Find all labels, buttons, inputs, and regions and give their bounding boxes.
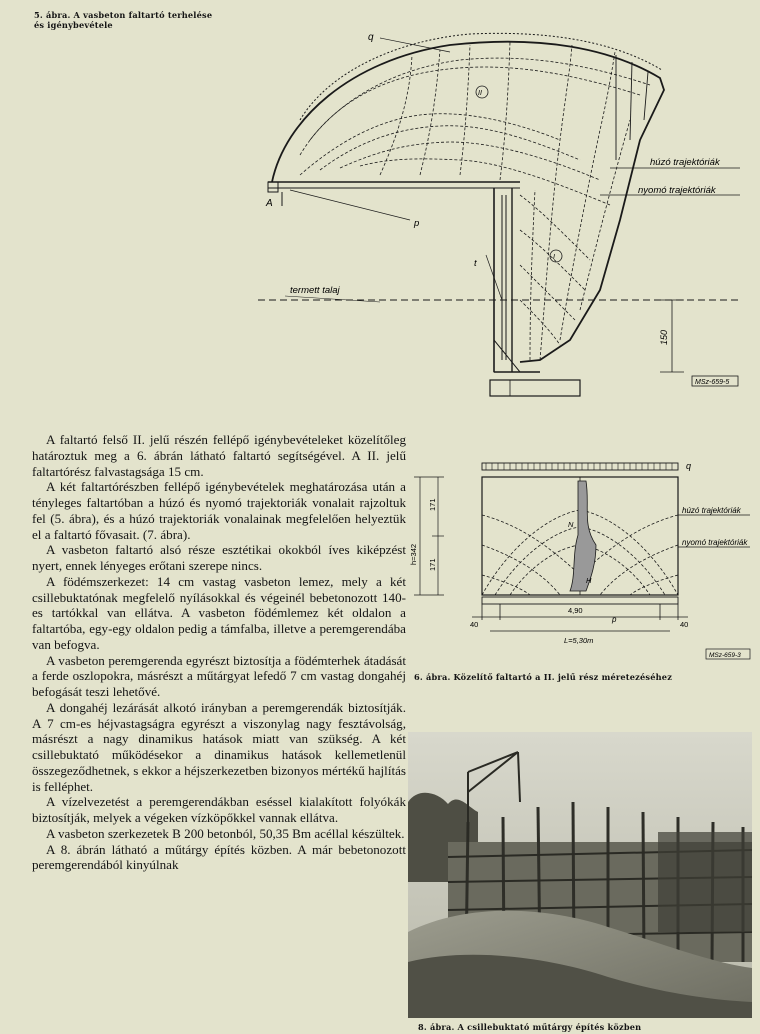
fig6-drawing xyxy=(400,455,760,665)
fig5-label-I: I xyxy=(553,254,555,261)
fig6-dim-h: h=342 xyxy=(409,543,418,565)
fig6-label-p: p xyxy=(612,615,617,624)
fig6-label-H: H xyxy=(586,576,592,585)
fig8-photo xyxy=(408,732,752,1018)
fig8-caption: 8. ábra. A csillebuktató műtárgy építés közben xyxy=(418,1022,642,1032)
fig6-dim-490: 4,90 xyxy=(568,606,583,615)
fig6-dim-40b: 40 xyxy=(680,620,689,629)
paragraph-9: A 8. ábrán látható a műtárgy építés közben. A már bebetonozott peremgerendából kinyúlnak xyxy=(32,841,406,873)
fig5-label-t: t xyxy=(474,258,477,269)
fig5-label-A: A xyxy=(266,198,273,209)
fig5-dim-150: 150 xyxy=(659,329,669,345)
fig5-label-p: p xyxy=(414,218,420,229)
fig5-caption-line2: és igénybevétele xyxy=(34,20,113,30)
fig5-label-termett: termett talaj xyxy=(290,285,340,296)
paragraph-5: A vasbeton peremgerenda egyrészt biztosítja a födémterhek átadását a ferde oszlopokra, másrészt a műtárgyat lefedő 7 cm vastag dongahéj befogását teszi lehetővé. xyxy=(32,652,406,699)
fig5-caption-line1: 5. ábra. A vasbeton faltartó terhelése xyxy=(34,10,213,20)
paragraph-4: A födémszerkezet: 14 cm vastag vasbeton lemez, mely a két csillebuktatónak megfelelő nyílásokkal és végeinél bebetonozott 140-es tartókkal van ellátva. A vasbeton födémlemez két oldalon a faltartóba, egy-egy oldalon pedig a támfalba, illetve a peremgerendába van befogva. xyxy=(32,573,406,652)
fig6-label-huzo: húzó trajektóriák xyxy=(682,506,741,515)
fig8-photo-drawing xyxy=(408,732,752,1018)
fig6-code: MSz-659-3 xyxy=(709,652,741,659)
fig6-label-nyomo: nyomó trajektóriák xyxy=(682,538,748,547)
paragraph-1: A faltartó felső II. jelű részén fellépő igénybevételeket közelítőleg határoztuk meg a 6. ábrán látható faltartó segítségével. A II. jelű faltartórész falvastagsága 15 cm. xyxy=(32,432,406,479)
fig5-drawing xyxy=(0,0,760,420)
article-body xyxy=(32,432,406,873)
fig6-dim-L: L=5,30m xyxy=(564,636,594,645)
fig6-label-q: q xyxy=(686,461,692,471)
fig6-dim-171a: 171 xyxy=(428,498,437,511)
fig5-label-huzo: húzó trajektóriák xyxy=(650,157,720,168)
fig6-dim-171b: 171 xyxy=(428,558,437,571)
paragraph-6: A dongahéj lezárását alkotó irányban a peremgerendák biztosítják. A 7 cm-es héjvastagságra egyrészt a viszonylag nagy fesztávolság, másrészt a nagy dinamikus hatások miatt van szükség. A két csillebuktató működésekor a dinamikus hatások kellemetlenül összegeződhetnek, s ekkor a héjszerkezetben bizonyos mértékű hajlítás is felléphet. xyxy=(32,699,406,794)
paragraph-2: A két faltartórészben fellépő igénybevételek meghatározása után a tényleges faltartóban a húzó és nyomó trajektoriák vonalait rajzoltuk fel (5. ábra), és a húzó trajektoriák vonalainak megfelelően helyeztük el a faltartó fővasait. (7. ábra). xyxy=(32,479,406,542)
fig5-label-q: q xyxy=(368,32,374,43)
fig6-dim-40a: 40 xyxy=(470,620,479,629)
fig5-code: MSz-659-5 xyxy=(695,379,730,386)
paragraph-7: A vízelvezetést a peremgerendákban eséssel kialakított folyókák biztosítják, melyek a végeken vízköpőkkel vannak ellátva. xyxy=(32,794,406,825)
paragraph-8: A vasbeton szerkezetek B 200 betonból, 50,35 Bm acéllal készültek. xyxy=(46,825,405,841)
fig6-label-N: N xyxy=(568,520,574,529)
paragraph-3: A vasbeton faltartó alsó része esztétikai okokból íves kiképzést nyert, ennek lényeges erőtani szerepe nincs. xyxy=(32,542,406,573)
fig5-label-nyomo: nyomó trajektóriák xyxy=(638,185,716,196)
fig5-label-II: II xyxy=(478,90,482,97)
fig6-caption: 6. ábra. Közelítő faltartó a II. jelű rész méretezéséhez xyxy=(414,672,673,682)
